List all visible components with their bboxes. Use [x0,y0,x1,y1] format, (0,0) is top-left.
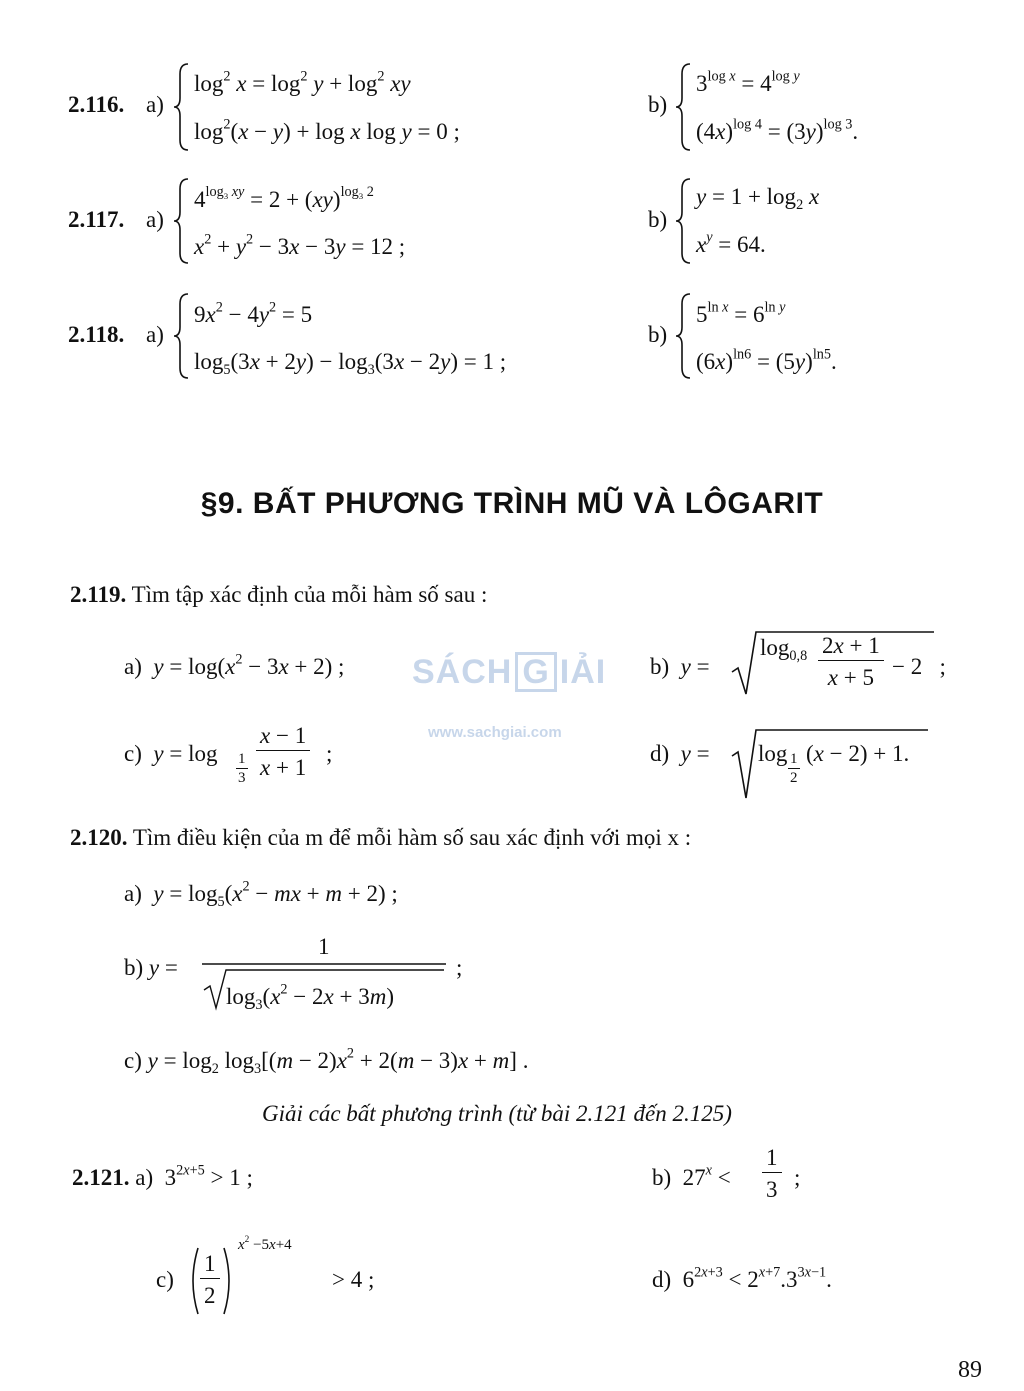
equation: $3^{log x} = 4^{log y}$ [696,68,800,96]
equation: b) $27^x$ < [652,1162,731,1190]
equation: $x^2 + y^2 - 3x - 3y = 12$ ; [194,231,406,259]
equation: d) $6^{2x+3} < 2^{x+7}.3^{3x-1}$. [652,1264,832,1292]
watermark-url: www.sachgiai.com [428,724,562,741]
equation: c) $y = \log_2 \log_3[(m - 2)x^2 + 2(m - 3)x + m]$ . [124,1045,529,1077]
left-brace [172,62,192,152]
equation: b) y = [650,654,710,679]
left-paren [186,1246,200,1316]
section-heading: §9. BẤT PHƯƠNG TRÌNH MŨ VÀ LÔGARIT [200,487,824,520]
problem-2-118-number: 2.118. [68,322,125,347]
equation: > 4 ; [332,1267,375,1292]
problem-2-116a-label: a) [146,92,164,117]
left-brace [172,292,192,380]
equation: log [758,741,788,766]
left-brace [674,177,694,265]
equation: $y = 1 + \log_2 x$ [696,184,820,213]
equation: − 2 ; [892,654,946,679]
equation: $\log^2 x = \log^2 y + \log^2$ xy [194,68,411,96]
left-brace [674,62,694,152]
fraction: x − 1 x + 1 [256,724,310,779]
problem-2-117-number: 2.117. [68,207,125,232]
page-number: 89 [958,1357,982,1383]
watermark-logo: SÁCH G IẢI [412,653,607,691]
equation: $5^{ln x} = 6^{ln y}$ [696,299,786,327]
equation: $\log_3(x^2 - 2x + 3m)$ [226,981,395,1013]
fraction: 1 2 [200,1252,220,1307]
equation: c) [156,1267,174,1292]
problem-2-116b-label: b) [648,92,668,117]
equation: a) $y = \log(x^2 - 3x + 2)$ ; [124,651,345,679]
equation: 1 [318,934,330,959]
instruction-text: Giải các bất phương trình (từ bài 2.121 đến 2.125) [262,1101,732,1126]
problem-2-116-number: 2.116. [68,92,125,117]
equation: $(4x)^{log 4} = (3y)^{log 3}$. [696,116,859,144]
equation: ; [326,741,333,766]
equation: $x^y = 64$. [696,229,766,257]
problem-2-118a-label: a) [146,322,164,347]
problem-2-120-statement: 2.120. Tìm điều kiện của m để mỗi hàm số sau xác định với mọi x : [70,825,692,850]
equation: ; [456,955,463,980]
equation: $9x^2 - 4y^2 = 5$ [194,299,313,327]
problem-2-117a-label: a) [146,207,164,232]
equation: c) y = log [124,741,218,766]
problem-2-118b-label: b) [648,322,668,347]
right-paren [222,1246,236,1316]
fraction: 2x + 1 x + 5 [818,634,884,689]
problem-2-121a: 2.121. a) $3^{2x+5} > 1$ ; [72,1162,253,1190]
equation: (x − 2) + 1. [806,741,910,766]
problem-2-119-statement: 2.119. Tìm tập xác định của mỗi hàm số sau : [70,582,488,607]
equation: $(6x)^{ln6} = (5y)^{ln5}$. [696,346,837,374]
problem-2-117b-label: b) [648,207,668,232]
equation: $\log_{0,8}$ [760,635,808,664]
fraction: 1 3 [762,1146,782,1201]
equation: $\log^2(x - y) + \log x$ log y = 0 ; [194,116,460,144]
exponent: $x^2 -5x+4$ [238,1235,292,1253]
equation: b) y = [124,955,178,980]
fraction: 1 2 [790,751,798,786]
left-brace [172,177,192,265]
equation: d) y = [650,741,710,766]
equation: a) $y = \log_5(x^2$ − mx + m + 2) ; [124,878,398,910]
equation: ; [794,1165,801,1190]
fraction: 1 3 [238,751,246,786]
left-brace [674,292,694,380]
equation: $\log_5(3x + 2y) - \log_3(3x - 2y) = 1$ ; [194,349,507,378]
equation: $4^{log_3 xy} = 2 + (xy)^{log_3 2}$ [194,184,374,212]
